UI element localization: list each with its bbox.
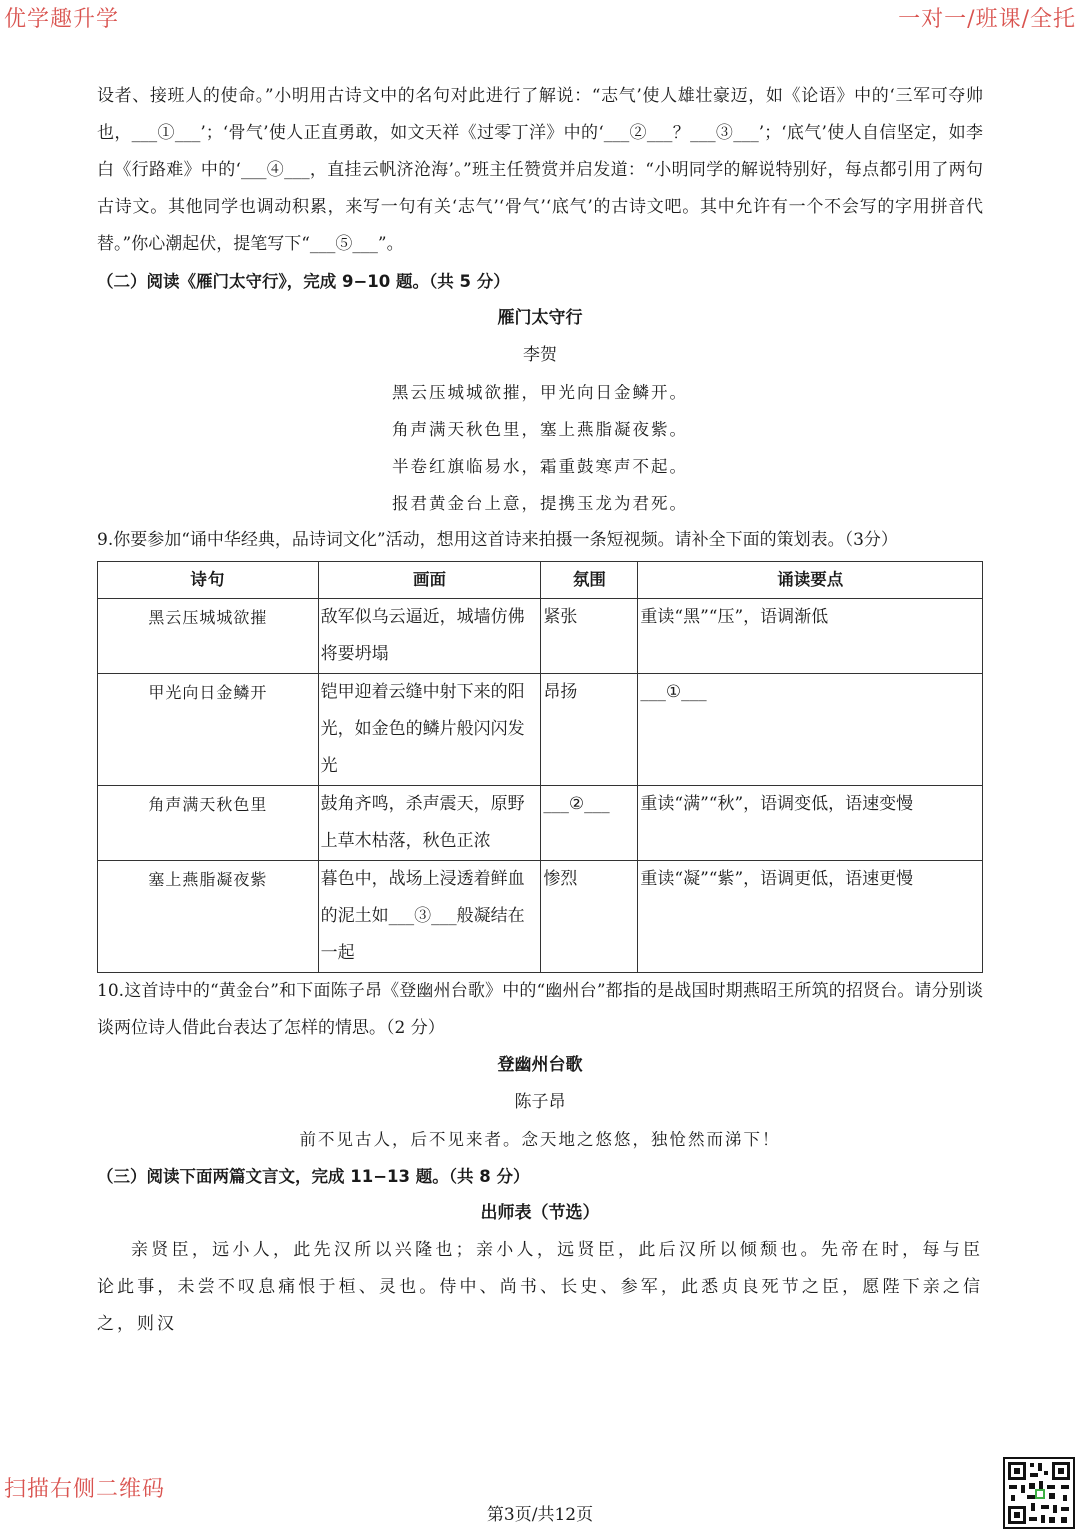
header-tips: 诵读要点 bbox=[638, 562, 983, 599]
table-row bbox=[98, 599, 983, 674]
cell-mood: 惨烈 bbox=[541, 861, 638, 973]
table-row bbox=[98, 674, 983, 786]
header-scene: 画面 bbox=[318, 562, 541, 599]
cell-mood-blank[interactable]: ___②___ bbox=[541, 786, 638, 861]
poem-line: 黑云压城城欲摧，甲光向日金鳞开。 bbox=[392, 383, 688, 402]
cell-line: 塞上燕脂凝夜紫 bbox=[98, 861, 319, 973]
question-9: 9.你要参加“诵中华经典，品诗词文化”活动，想用这首诗来拍摄一条短视频。请补全下面的策划表。（3分） bbox=[97, 530, 898, 550]
cell-tips: 重读“凝”“紫”，语调更低，语速更慢 bbox=[638, 861, 983, 973]
watermark-top-left: 优学趣升学 bbox=[4, 7, 120, 32]
section-3-heading: （三）阅读下面两篇文言文，完成 11−13 题。（共 8 分） bbox=[97, 1167, 530, 1186]
table-header-row bbox=[98, 562, 983, 599]
cell-line: 甲光向日金鳞开 bbox=[98, 674, 319, 786]
question-10: 10.这首诗中的“黄金台”和下面陈子昂《登幽州台歌》中的“幽州台”都指的是战国时期燕昭王所筑的招贤台。请分别谈谈两位诗人借此台表达了怎样的情思。（2 分） bbox=[97, 981, 983, 1038]
cell-scene: 暮色中，战场上浸透着鲜血的泥土如___③___般凝结在一起 bbox=[318, 861, 541, 973]
poem2-author: 陈子昂 bbox=[514, 1092, 566, 1112]
watermark-top-right: 一对一/班课/全托 bbox=[898, 7, 1076, 32]
page-number: 第3页/共12页 bbox=[486, 1505, 594, 1525]
poem-line: 角声满天秋色里，塞上燕脂凝夜紫。 bbox=[392, 420, 688, 439]
qr-code-icon[interactable] bbox=[1003, 1457, 1075, 1529]
cell-line: 黑云压城城欲摧 bbox=[98, 599, 319, 674]
poem2-title: 登幽州台歌 bbox=[497, 1055, 583, 1075]
cell-scene: 铠甲迎着云缝中射下来的阳光，如金色的鳞片般闪闪发光 bbox=[318, 674, 541, 786]
cell-mood: 紧张 bbox=[541, 599, 638, 674]
cell-scene: 敌军似乌云逼近，城墙仿佛将要坍塌 bbox=[318, 599, 541, 674]
header-mood: 氛围 bbox=[541, 562, 638, 599]
poem-title: 雁门太守行 bbox=[497, 308, 583, 328]
cell-tips-blank[interactable]: ___①___ bbox=[638, 674, 983, 786]
header-line: 诗句 bbox=[98, 562, 319, 599]
poem-line: 报君黄金台上意，提携玉龙为君死。 bbox=[392, 494, 688, 513]
page-content bbox=[97, 78, 983, 1343]
table-row bbox=[98, 786, 983, 861]
cell-scene: 鼓角齐鸣，杀声震天，原野上草木枯落，秋色正浓 bbox=[318, 786, 541, 861]
cell-line: 角声满天秋色里 bbox=[98, 786, 319, 861]
table-row bbox=[98, 861, 983, 973]
intro-paragraph: 设者、接班人的使命。”小明用古诗文中的名句对此进行了解说：“志气’使人雄壮豪迈，如《论语》中的‘三军可夺帅也，___①___’；‘骨气’使人正直勇敢，如文天祥《过零丁洋》中的‘___②___？___③___’；‘底气’使人自信坚定，如李白《行路难》中的‘___④___，直挂云帆济沧海’。”班主任赞赏并启发道：“小明同学的解说特别好，每点都引用了两句古诗文。其他同学也调动积累，来写一句有关‘志气’‘骨气’‘底气’的古诗文吧。其中允许有一个不会写的字用拼音代替。”你心潮起伏，提笔写下“___⑤___”。 bbox=[97, 86, 983, 254]
classical-text-body: 亲贤臣，远小人，此先汉所以兴隆也；亲小人，远贤臣，此后汉所以倾颓也。先帝在时，每与臣论此事，未尝不叹息痛恨于桓、灵也。侍中、尚书、长史、参军，此悉贞良死节之臣，愿陛下亲之信之，则汉 bbox=[97, 1240, 983, 1334]
poem2-line: 前不见古人，后不见来者。念天地之悠悠，独怆然而涕下！ bbox=[299, 1130, 781, 1149]
cell-tips: 重读“满”“秋”，语调变低，语速变慢 bbox=[638, 786, 983, 861]
poem-line: 半卷红旗临易水，霜重鼓寒声不起。 bbox=[392, 457, 688, 476]
cell-mood: 昂扬 bbox=[541, 674, 638, 786]
section-2-heading: （二）阅读《雁门太守行》，完成 9−10 题。（共 5 分） bbox=[97, 272, 510, 291]
watermark-bottom-left: 扫描右侧二维码 bbox=[4, 1477, 166, 1502]
cell-tips: 重读“黑”“压”，语调渐低 bbox=[638, 599, 983, 674]
classical-text-title: 出师表（节选） bbox=[480, 1203, 600, 1223]
planning-table bbox=[97, 561, 983, 973]
poem-author: 李贺 bbox=[523, 345, 557, 365]
